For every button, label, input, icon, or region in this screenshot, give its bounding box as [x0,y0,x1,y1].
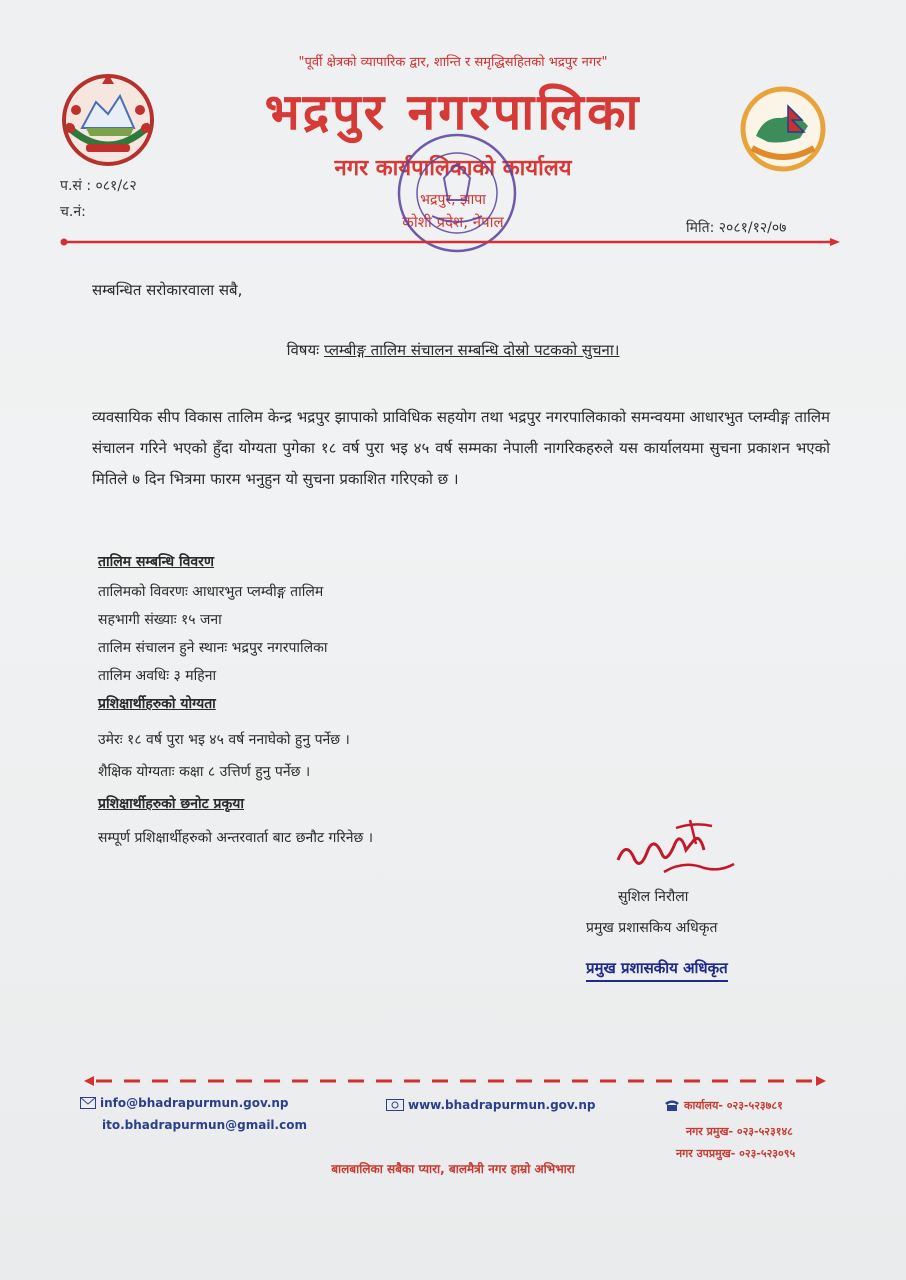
handwritten-signature [604,810,744,890]
subject-text: प्लम्बीङ्ग तालिम संचालन सम्बन्धि दोस्रो पटकको सुचना। [323,341,620,359]
selection-text: सम्पूर्ण प्रशिक्षार्थीहरुको अन्तरवार्ता बाट छनौट गरिनेछ । [98,830,374,846]
phone-office [664,1098,783,1113]
office-subtitle: नगर कार्यपालिकाको कार्यालय [334,156,572,181]
province-line: कोशी प्रदेश, नेपाल [402,213,504,231]
web-icon [386,1099,404,1111]
phone-icon [664,1099,680,1111]
footer-motto: बालबालिका सबैका प्यारा, बालमैत्री नगर हाम्रो अभिभारा [331,1162,575,1176]
letter-date: मिति: २०८१/१२/०७ [686,220,787,236]
email-primary[interactable] [80,1096,289,1110]
dispatch-number: च.नं: [60,204,86,220]
signatory-name: सुशिल निरौला [618,889,689,905]
phone-office-text: कार्यालय- ०२३-५२३७८१ [684,1099,783,1112]
designation-stamp: प्रमुख प्रशासकीय अधिकृत [586,958,728,982]
website-text: www.bhadrapurmun.gov.np [408,1098,596,1112]
footer-divider [84,1076,826,1086]
tagline: "पूर्वी क्षेत्रको व्यापारिक द्वार, शान्ति र समृद्धिसहितको भद्रपुर नगर" [298,55,608,70]
email-secondary[interactable]: ito.bhadrapurmun@gmail.com [102,1118,307,1132]
page-title: भद्रपुर नगरपालिका [264,83,642,141]
detail-item: सहभागी संख्याः १५ जना [98,612,222,628]
detail-item: तालिम संचालन हुने स्थानः भद्रपुर नगरपालिका [98,640,328,656]
email-primary-text: info@bhadrapurmun.gov.np [100,1096,289,1110]
email-icon [80,1097,96,1109]
phone-mayor: नगर प्रमुख- ०२३-५२३१४८ [686,1125,793,1138]
eligibility-heading: प्रशिक्षार्थीहरुको योग्यता [98,696,216,712]
addressee: सम्बन्धित सरोकारवाला सबै, [92,281,243,299]
phone-deputy: नगर उपप्रमुख- ०२३-५२३०९५ [676,1147,796,1160]
signatory-title: प्रमुख प्रशासकिय अधिकृत [586,920,718,936]
selection-heading: प्रशिक्षार्थीहरुको छनोट प्रकृया [98,796,245,812]
eligibility-item: उमेरः १८ वर्ष पुरा भइ ४५ वर्ष ननाघेको हुनु पर्नेछ । [98,732,350,748]
reference-number: प.सं : ०८१/८२ [60,178,137,194]
header-divider [60,238,840,246]
eligibility-item: शैक्षिक योग्यताः कक्षा ८ उत्तिर्ण हुनु पर्नेछ । [98,764,311,780]
subject-line [0,340,906,360]
details-heading: तालिम सम्बन्धि विवरण [98,554,215,570]
subject-prefix: विषयः [286,341,320,359]
detail-item: तालिमको विवरणः आधारभुत प्लम्वीङ्ग तालिम [98,584,324,600]
body-paragraph: व्यवसायिक सीप विकास तालिम केन्द्र भद्रपुर झापाको प्राविधिक सहयोग तथा भद्रपुर नगरपालिकाको समन्वयमा आधारभुत प्लम्वीङ्ग तालिम संचालन गरिने भएको हुँदा योग्यता पुगेका १८ वर्ष पुरा भइ ४५ वर्ष सम्मका नेपाली नागरिकहरुले यस कार्यालयमा सुचना प्रकाशन भएको मितिले ७ दिन भित्रमा फारम भनुहुन यो सुचना प्रकाशित गरिएको छ । [92,408,830,488]
address-line: भद्रपुर, झापा [420,192,486,208]
website-link[interactable] [386,1098,595,1112]
detail-item: तालिम अवधिः ३ महिना [98,668,217,684]
